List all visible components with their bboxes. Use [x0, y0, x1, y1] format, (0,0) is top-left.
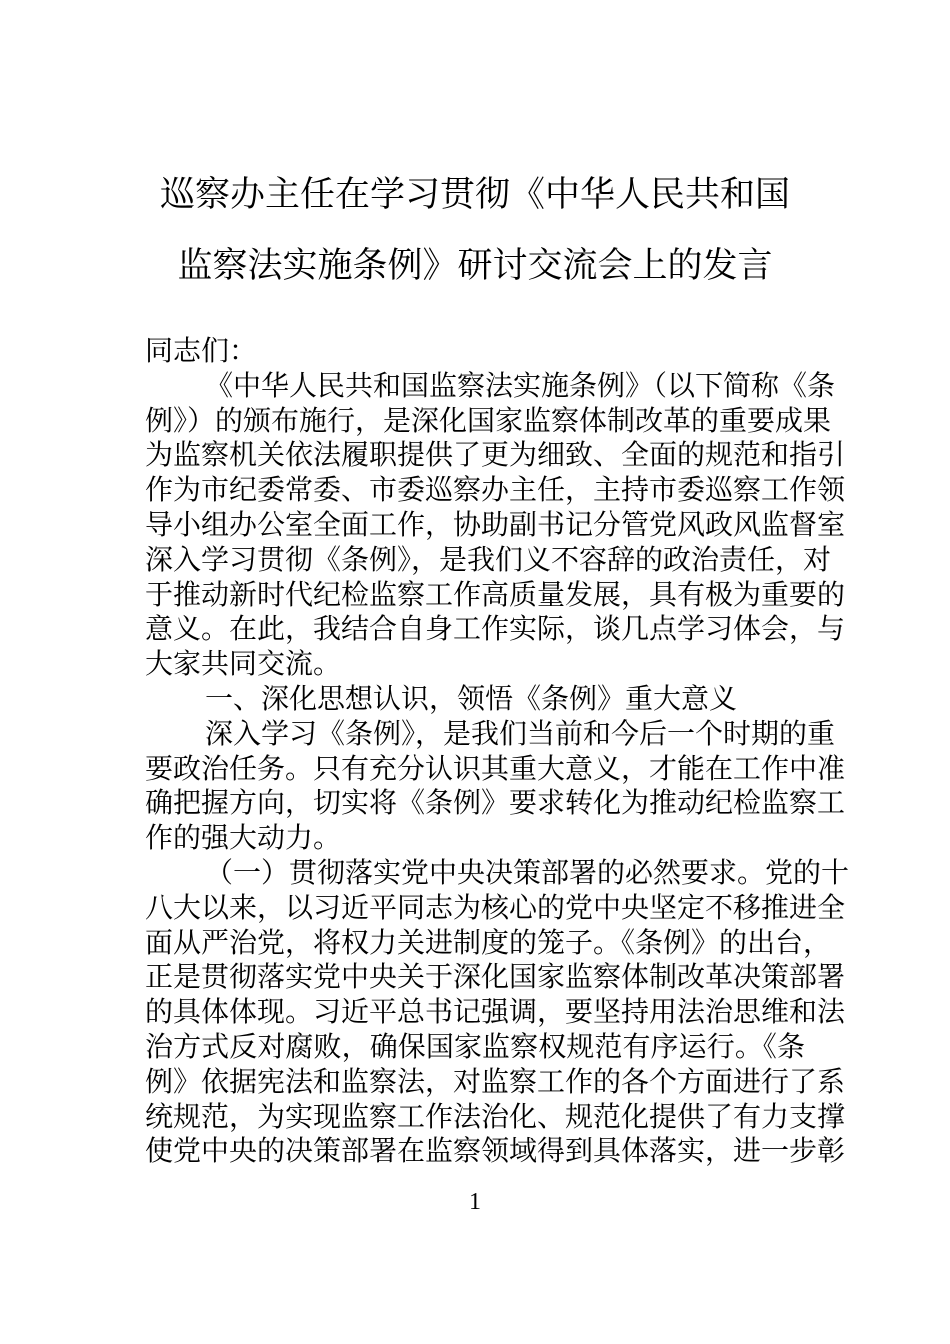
paragraph-line: 例》依据宪法和监察法，对监察工作的各个方面进行了系	[145, 1064, 846, 1098]
paragraph-line: 八大以来，以习近平同志为核心的党中央坚定不移推进全	[145, 890, 846, 924]
paragraph-line: 导小组办公室全面工作，协助副书记分管党风政风监督室	[145, 507, 846, 541]
paragraph-line: 治方式反对腐败，确保国家监察权规范有序运行。《条	[145, 1029, 805, 1063]
paragraph-line: 为监察机关依法履职提供了更为细致、全面的规范和指引	[145, 438, 846, 472]
paragraph-line: 例》）的颁布施行，是深化国家监察体制改革的重要成果	[145, 403, 832, 437]
salutation: 同志们：	[145, 334, 258, 367]
paragraph-line: 深入学习贯彻《条例》，是我们义不容辞的政治责任，对	[145, 542, 832, 576]
paragraph-line: 于推动新时代纪检监察工作高质量发展，具有极为重要的	[145, 577, 846, 611]
page-number: 1	[469, 1189, 481, 1215]
paragraph-line: 使党中央的决策部署在监察领域得到具体落实，进一步彰	[145, 1134, 846, 1168]
paragraph-line: 《中华人民共和国监察法实施条例》（以下简称《条	[205, 368, 836, 402]
paragraph-line: 正是贯彻落实党中央关于深化国家监察体制改革决策部署	[145, 960, 846, 994]
paragraph-line: 意义。在此，我结合自身工作实际，谈几点学习体会，与	[145, 612, 846, 646]
paragraph-line: 大家共同交流。	[145, 647, 342, 681]
document-title-line-1: 巡察办主任在学习贯彻《中华人民共和国	[159, 175, 790, 215]
paragraph-line: 深入学习《条例》，是我们当前和今后一个时期的重	[205, 716, 836, 750]
document-body	[145, 334, 850, 1169]
paragraph-line: 作为市纪委常委、市委巡察办主任，主持市委巡察工作领	[145, 473, 846, 507]
paragraph-line: 面从严治党，将权力关进制度的笼子。《条例》的出台，	[145, 925, 832, 959]
paragraph-line: 作的强大动力。	[145, 821, 342, 855]
paragraph-line: 确把握方向，切实将《条例》要求转化为推动纪检监察工	[145, 786, 846, 820]
paragraph-line: 要政治任务。只有充分认识其重大意义，才能在工作中准	[145, 751, 846, 785]
paragraph-line: 统规范，为实现监察工作法治化、规范化提供了有力支撑	[145, 1099, 846, 1133]
section-heading: 一、深化思想认识，领悟《条例》重大意义	[205, 681, 738, 715]
paragraph-line: （一）贯彻落实党中央决策部署的必然要求。党的十	[205, 855, 850, 889]
document-title-line-2: 监察法实施条例》研讨交流会上的发言	[177, 246, 773, 286]
paragraph-line: 的具体体现。习近平总书记强调，要坚持用法治思维和法	[145, 995, 846, 1029]
